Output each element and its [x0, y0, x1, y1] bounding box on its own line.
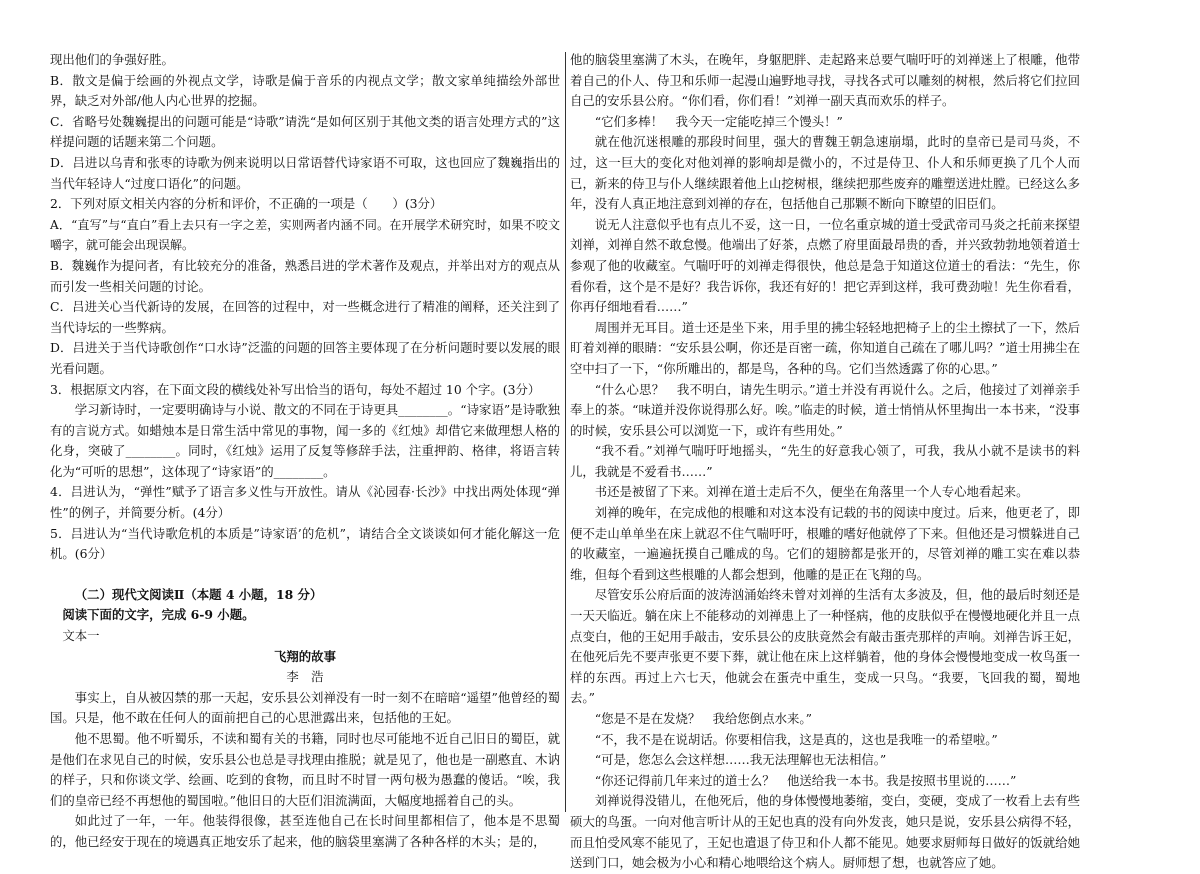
story-paragraph: “你还记得前几年来过的道士么？ 他送给我一本书。我是按照书里说的……” — [594, 772, 1017, 788]
q2-option-c: C．吕进关心当代新诗的发展，在回答的过程中，对一些概念进行了精准的阐释，还关注到了当代诗坛的一些弊病。 — [50, 299, 560, 335]
q2-option-b: B．魏巍作为提问者，有比较充分的准备，熟悉吕进的学术著作及观点，并举出对方的观点从而引发一些相关问题的讨论。 — [50, 257, 560, 294]
q2-option-a: A．“直写”与“直白”看上去只有一字之差，实则两者内涵不同。在开展学术研究时，如果不咬文嚼字，就可能会出现误解。 — [50, 217, 560, 253]
right-column — [570, 50, 1080, 874]
story-paragraph: 就在他沉迷根雕的那段时间里，强大的曹魏王朝急速崩塌，此时的皇帝已是司马炎，不过，这一巨大的变化对他刘禅的影响却是微小的，不过是侍卫、仆人和乐师更换了几个人而已，新来的侍卫与仆人继续跟着他上山挖树根，继续把那些废弃的雕塑送进灶膛。已经这么多年，没有人真正地注意到刘禅的存在，包括他自己那颗不断向下瞭望的旧臣们。 — [570, 134, 1080, 212]
left-column — [50, 50, 560, 853]
story-paragraph: 尽管安乐公府后面的波涛汹涌始终未曾对刘禅的生活有太多波及，但，他的最后时刻还是一天天临近。躺在床上不能移动的刘禅患上了一种怪病，他的皮肤似乎在慢慢地硬化并且一点点变白，他的王妃用手敲击，安乐县公的皮肤竟然会有敲击蛋壳那样的声响。刘禅告诉王妃，在他死后先不要声张更不要下葬，就让他在床上这样躺着，他的身体会慢慢地变成一枚鸟蛋一样的东西。再过上六七天，他就会在蛋壳中重生，变成一只鸟。“我要，飞回我的蜀，蜀地去。” — [570, 587, 1080, 706]
option-d: D．吕进以乌青和张枣的诗歌为例来说明以日常语替代诗家语不可取，这也回应了魏巍指出的当代年轻诗人“过度口语化”的问题。 — [50, 154, 560, 191]
story-paragraph: 说无人注意似乎也有点儿不妥，这一日，一位名重京城的道士受武帝司马炎之托前来探望刘禅，刘禅自然不敢怠慢。他端出了好茶，点燃了府里面最昂贵的香，并兴致勃勃地领着道士参观了他的收藏室。气喘吁吁的刘禅走得很快，他总是急于知道这位道士的看法：“先生，你看你看，这个是不是好？我告诉你，我还有好的！把它弄到这样，我可费劲啦！先生你看看，你再仔细地看看……” — [570, 216, 1080, 315]
story-paragraph: “我不看。”刘禅气喘吁吁地摇头，“先生的好意我心领了，可我，我从小就不是读书的料儿，我就是不爱看书……” — [570, 443, 1080, 479]
story-paragraph: “它们多棒！ 我今天一定能吃掉三个馒头！” — [594, 113, 843, 129]
question-3-passage: 学习新诗时，一定要明确诗与小说、散文的不同在于诗更具________。“诗家语”是诗歌独有的言说方式。如蜡烛本是日常生活中常见的事物，闻一多的《红烛》却借它来做理想人格的化身，突破了________。同时，《红烛》运用了反复等修辞手法，注重押韵、格律，将语言转化为“可听的思想”，这体现了“诗家语”的________。 — [50, 402, 560, 479]
story-paragraph: “什么心思？ 我不明白，请先生明示。”道士并没有再说什么。之后，他接过了刘禅亲手奉上的茶。“味道并没你说得那么好。唉。”临走的时候，道士悄悄从怀里掏出一本书来，“没事的时候，安乐县公可以浏览一下，或许有些用处。” — [570, 381, 1080, 438]
question-3: 3．根据原文内容，在下面文段的横线处补写出恰当的语句，每处不超过 10 个字。(3分） — [50, 381, 541, 397]
section-title: （二）现代文阅读Ⅱ（本题 4 小题，18 分） — [74, 586, 323, 602]
text-line: 现出他们的争强好胜。 — [50, 52, 174, 67]
option-c: C．省略号处魏巍提出的问题可能是“诗歌”请洗“是如何区别于其他文类的语言处理方式的”这样提问题的话题来第二个问题。 — [50, 113, 560, 150]
story-paragraph: 如此过了一年，一年。他装得很像，甚至连他自己在长时间里都相信了，他本是不思蜀的，他已经安于现在的境遇真正地安乐了起来，他的脑袋里塞满了各种各样的木头；是的， — [50, 813, 560, 849]
story-author: 李 浩 — [286, 669, 324, 685]
question-5: 5．吕进认为“当代诗歌危机的本质是”诗家语’的危机”，请结合全文谈谈如何才能化解这一危机。(6分） — [50, 525, 560, 562]
story-paragraph: “不，我不是在说胡话。你要相信我，这是真的，这也是我唯一的希望啦。” — [594, 731, 998, 747]
reading-instruction: 阅读下面的文字，完成 6-9 小题。 — [62, 607, 255, 623]
story-paragraph: 书还是被留了下来。刘禅在道士走后不久，便坐在角落里一个人专心地看起来。 — [594, 484, 1029, 500]
column-divider — [565, 52, 566, 812]
q2-option-d: D．吕进关于当代诗歌创作“口水诗”泛滥的问题的回答主要体现了在分析问题时要以发展的眼光看问题。 — [50, 340, 560, 376]
story-paragraph: 事实上，自从被囚禁的那一天起，安乐县公刘禅没有一时一刻不在暗暗“遥望”他曾经的蜀国。只是，他不敢在任何人的面前把自己的心思泄露出来，包括他的王妃。 — [50, 689, 560, 726]
story-title: 飞翔的故事 — [274, 648, 336, 664]
question-2: 2．下列对原文相关内容的分析和评价，不正确的一项是（ ）(3分） — [50, 196, 443, 212]
option-b: B．散文是偏于绘画的外视点文学，诗歌是偏于音乐的内视点文学；散文家单纯描绘外部世界，缺乏对外部/他人内心世界的挖掘。 — [50, 72, 560, 109]
story-paragraph: “您是不是在发烧？ 我给您倒点水来。” — [594, 711, 812, 726]
story-paragraph: 刘禅的晚年，在完成他的根雕和对这本没有记载的书的阅读中度过。后来，他更老了，即便不走山单单坐在床上就忍不住气喘吁吁，根雕的嗜好他就停了下来。但他还是习惯躲进自己的收藏室，一遍遍抚摸自己雕成的鸟。它们的翅膀都是张开的，尽管刘禅的雕工实在难以恭维，但每个看到这些根雕的人都会想到，他雕的是正在飞翔的鸟。 — [570, 505, 1080, 582]
text-label: 文本一 — [62, 628, 100, 644]
question-4: 4．吕进认为，“弹性”赋予了语言多义性与开放性。请从《沁园春·长沙》中找出两处体现“弹性”的例子，并简要分析。(4分） — [50, 484, 560, 521]
story-paragraph: 他不思蜀。他不听蜀乐，不读和蜀有关的书籍，同时也尽可能地不近自己旧日的蜀臣，就是他们在求见自己的时候，安乐县公也总是寻找理由推脱；就是见了，他也是一副憨直、木讷的样子，只和你谈文学、绘画、吃到的食物，而且时不时冒一两句极为愚蠢的傻话。“唉，我们的皇帝已经不再想他的蜀国啦。”他旧日的大臣们泪流满面，大幅度地摇着自己的头。 — [50, 731, 560, 808]
story-paragraph: 他的脑袋里塞满了木头，在晚年，身躯肥胖、走起路来总要气喘吁吁的刘禅迷上了根雕，他带着自己的仆人、侍卫和乐师一起漫山遍野地寻找，寻找各式可以雕刻的树根，然后将它们拉回自己的安乐县公府。“你们看，你们看！”刘禅一副天真而欢乐的样子。 — [570, 52, 1080, 109]
story-paragraph: 周围并无耳目。道士还是坐下来，用手里的拂尘轻轻地把椅子上的尘土擦拭了一下，然后盯着刘禅的眼睛：“安乐县公啊，你还是百密一疏，你知道自己疏在了哪儿吗？”道士用拂尘在空中扫了一下，“你所雕出的，都是鸟，各种的鸟。它们当然透露了你的心思。” — [570, 319, 1080, 376]
story-paragraph: 刘禅说得没错儿，在他死后，他的身体慢慢地萎缩，变白，变硬，变成了一枚看上去有些硕大的鸟蛋。一向对他言听计从的王妃也真的没有向外发丧，她只是说，安乐县公病得不轻，而且怕受风寒不能见了，王妃也遣退了侍卫和仆人都不能见。她要求厨师每日做好的饭就给她送到门口，她会极为小心和精心地喂给这个病人。厨师想了想，也就答应了她。 — [570, 793, 1080, 871]
story-paragraph: “可是，您怎么会这样想……我无法理解也无法相信。” — [594, 752, 887, 768]
